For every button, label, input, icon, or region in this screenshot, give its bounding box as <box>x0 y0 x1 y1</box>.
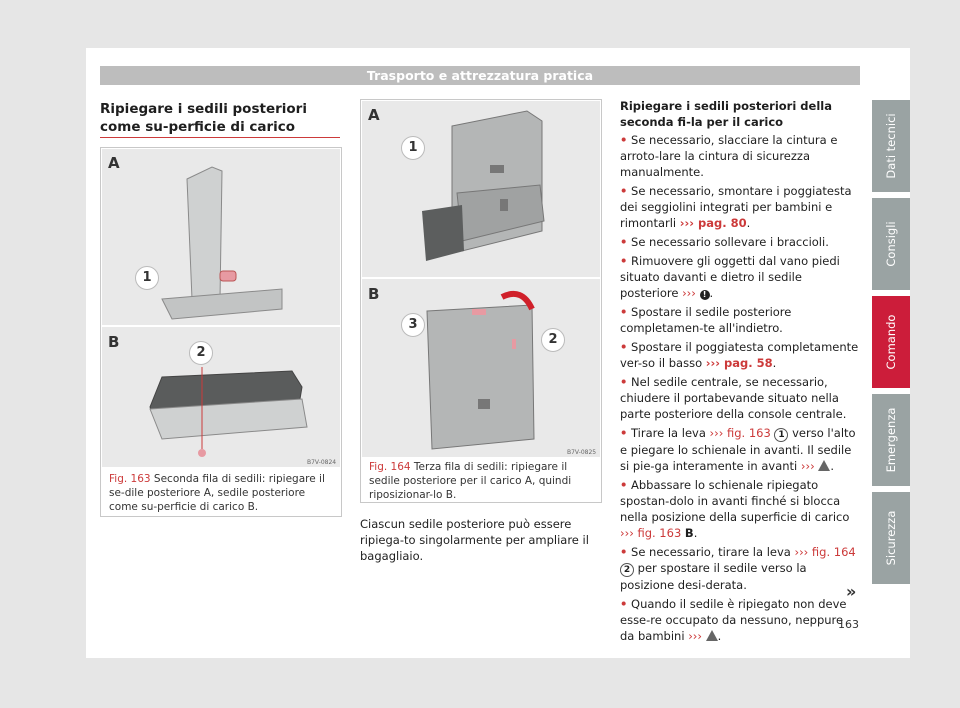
figure-number: Fig. 164 <box>369 461 411 473</box>
warning-link[interactable]: ››› <box>800 459 815 473</box>
figure-link[interactable]: ››› fig. 163 <box>709 426 771 440</box>
continue-arrow: » <box>846 582 857 601</box>
instruction-heading: Ripiegare i sedili posteriori della seconda fi-la per il carico <box>620 99 832 129</box>
callout-number-icon: 2 <box>620 563 634 577</box>
warning-triangle-icon <box>706 630 718 641</box>
callout-3: 3 <box>401 313 425 337</box>
figure-164 <box>360 99 602 503</box>
page-link[interactable]: ››› pag. 80 <box>679 216 747 230</box>
callout-2: 2 <box>189 341 213 365</box>
tab-consigli[interactable]: Consigli <box>872 198 910 290</box>
list-item: • Abbassare lo schienale ripiegato spostan-dolo in avanti finché si blocca nella posizione della superficie di carico ››› fig. 163 B. <box>620 478 850 540</box>
figure-caption <box>109 472 335 514</box>
callout-2: 2 <box>541 328 565 352</box>
seat-flat-illustration <box>102 327 340 467</box>
list-item: • Tirare la leva ››› fig. 163 1 verso l'alto e piegare lo schienale in avanti. Il sedile si pie-ga interamente in avanti ››› . <box>620 426 856 473</box>
list-item: • Se necessario, smontare i poggiatesta dei seggiolini integrati per bambini e rimontarli ››› pag. 80. <box>620 184 852 230</box>
panel-b-image <box>102 327 340 467</box>
list-item: • Quando il sedile è ripiegato non deve esse-re occupato da nessuno, neppure da bambini ››› . <box>620 597 847 643</box>
list-item: • Spostare il sedile posteriore completamen-te all'indietro. <box>620 305 792 335</box>
section-title: Ripiegare i sedili posteriori come su-perficie di carico <box>100 101 307 135</box>
panel-a-image <box>102 149 340 325</box>
image-code: B7V-0825 <box>567 449 597 456</box>
tab-emergenza[interactable]: Emergenza <box>872 394 910 486</box>
title-rule <box>100 137 340 138</box>
callout-1: 1 <box>135 266 159 290</box>
panel-b-label: B <box>368 285 380 303</box>
callout-1: 1 <box>401 136 425 160</box>
caption-text: Seconda fila di sedili: ripiegare il se-dile posteriore A, sedile posteriore come su-perficie di carico B. <box>109 473 325 513</box>
tab-dati-tecnici[interactable]: Dati tecnici <box>872 100 910 192</box>
seat-return-illustration <box>362 279 600 457</box>
figure-number: Fig. 163 <box>109 473 151 485</box>
intro-paragraph: Ciascun sedile posteriore può essere ripiega-to singolarmente per ampliare il bagagliaio. <box>360 517 589 563</box>
panel-a-label: A <box>368 106 380 124</box>
list-item: • Rimuovere gli oggetti dal vano piedi situato davanti e dietro il sedile posteriore ››› ! . <box>620 254 840 300</box>
list-item: • Nel sedile centrale, se necessario, chiudere il portabevande situato nella parte posteriore della console centrale. <box>620 375 847 421</box>
warning-link[interactable]: ››› <box>682 286 696 300</box>
image-code: B7V-0824 <box>307 459 337 466</box>
panel-b-image <box>362 279 600 457</box>
figure-link[interactable]: ››› fig. 164 <box>794 545 856 559</box>
figure-caption <box>369 460 595 502</box>
page-number: 163 <box>838 618 859 631</box>
list-item: • Se necessario, tirare la leva ››› fig. 164 2 per spostare il sedile verso la posizione desi-derata. <box>620 545 856 592</box>
panel-b-label: B <box>108 333 120 351</box>
page-link[interactable]: ››› pag. 58 <box>705 356 773 370</box>
figure-link[interactable]: ››› fig. 163 <box>620 526 682 540</box>
caption-text: Terza fila di sedili: ripiegare il sedile posteriore per il carico A, quindi riposizionar-lo B. <box>369 461 572 501</box>
warning-triangle-icon <box>818 460 830 471</box>
list-item: • Se necessario sollevare i braccioli. <box>620 235 829 249</box>
panel-a-label: A <box>108 154 120 172</box>
third-row-seat-illustration <box>362 101 600 277</box>
list-item: • Spostare il poggiatesta completamente ver-so il basso ››› pag. 58. <box>620 340 859 370</box>
tab-sicurezza[interactable]: Sicurezza <box>872 492 910 584</box>
caution-icon: ! <box>700 290 710 300</box>
tab-comando[interactable]: Comando <box>872 296 910 388</box>
panel-a-image <box>362 101 600 277</box>
instruction-list <box>620 98 860 647</box>
warning-link[interactable]: ››› <box>688 629 702 643</box>
callout-number-icon: 1 <box>774 428 788 442</box>
seat-folded-illustration <box>102 149 340 325</box>
list-item: • Se necessario, slacciare la cintura e arroto-lare la cintura di sicurezza manualmente. <box>620 133 838 179</box>
figure-163 <box>100 147 342 517</box>
chapter-header: Trasporto e attrezzatura pratica <box>100 66 860 85</box>
